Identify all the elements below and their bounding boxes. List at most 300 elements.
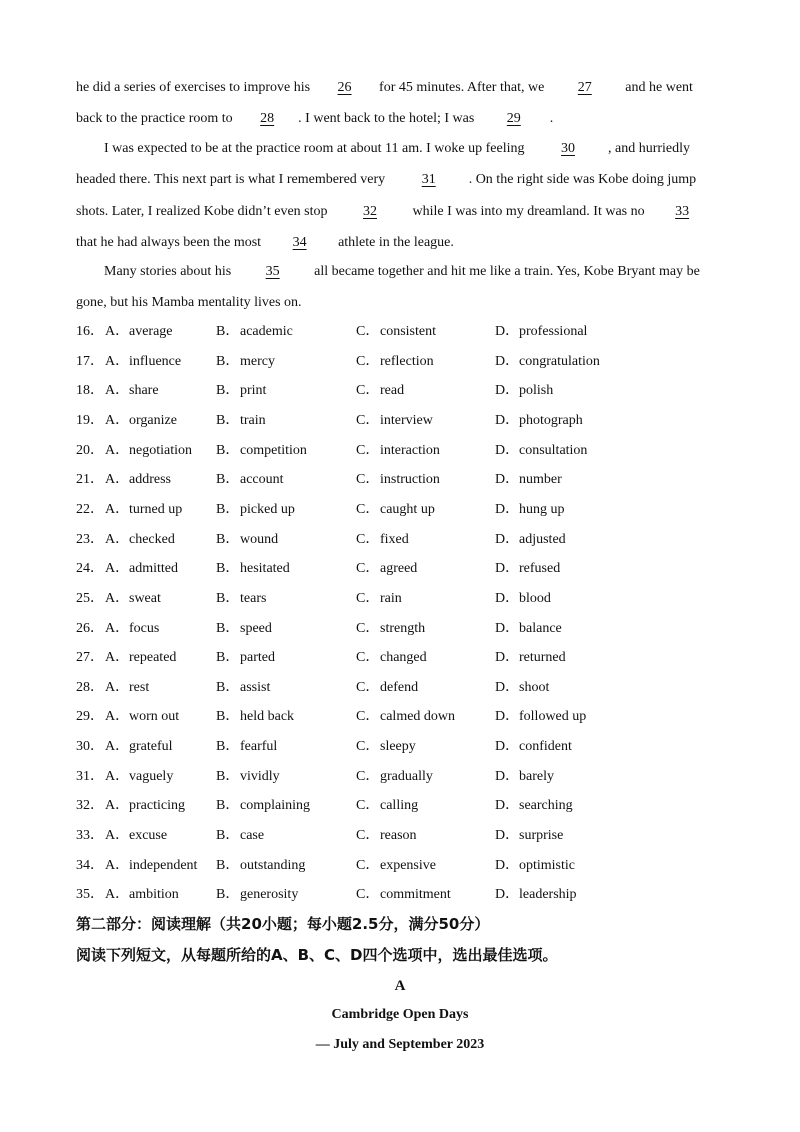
option-text: tears (240, 591, 267, 606)
option-d (495, 707, 586, 727)
option-text: share (129, 383, 159, 398)
question-number: 24． (76, 561, 104, 576)
option-letter: B． (216, 887, 240, 902)
option-letter: B． (216, 532, 240, 547)
option-text: train (240, 413, 266, 428)
option-letter: D． (495, 472, 520, 487)
option-letter: C． (356, 887, 380, 902)
option-text: average (129, 324, 173, 339)
question-row (76, 441, 776, 461)
option-a (105, 441, 192, 461)
option-a (105, 559, 178, 579)
passage-text: while I was into my dreamland. It was no (409, 204, 649, 219)
option-text: negotiation (129, 443, 192, 458)
option-letter: D． (495, 769, 520, 784)
option-d (495, 885, 577, 905)
option-text: held back (240, 709, 295, 724)
question-number: 25． (76, 591, 104, 606)
option-a (105, 619, 159, 639)
section-instruction: 阅读下列短文，从每题所给的A、B、C、D四个选项中，选出最佳选项。 (76, 946, 558, 964)
passage-text: back to the practice room to (76, 111, 237, 126)
option-text: vaguely (129, 769, 174, 784)
question-number: 16． (76, 324, 104, 339)
passage-line (76, 78, 693, 98)
option-letter: C． (356, 413, 380, 428)
passage-line (76, 109, 553, 129)
option-d (495, 411, 583, 431)
question-number: 32． (76, 798, 104, 813)
option-text: sleepy (380, 739, 416, 754)
option-letter: A． (105, 621, 130, 636)
option-text: generosity (240, 887, 299, 902)
option-text: influence (129, 354, 182, 369)
option-letter: B． (216, 739, 240, 754)
option-text: focus (129, 621, 160, 636)
question-number: 18． (76, 383, 104, 398)
option-letter: D． (495, 324, 520, 339)
option-d (495, 767, 554, 787)
option-letter: D． (495, 354, 520, 369)
option-a (105, 411, 177, 431)
question-number: 22． (76, 502, 104, 517)
option-letter: A． (105, 443, 130, 458)
option-d (495, 737, 572, 757)
passage-text: . (549, 111, 554, 126)
option-b (216, 648, 275, 668)
option-letter: C． (356, 650, 380, 665)
option-text: expensive (380, 858, 436, 873)
option-d (495, 648, 566, 668)
passage-part-letter: A (394, 978, 406, 994)
option-text: balance (519, 621, 562, 636)
option-letter: D． (495, 532, 520, 547)
option-letter: D． (495, 858, 520, 873)
question-row (76, 767, 776, 787)
option-b (216, 619, 272, 639)
cloze-blank: 29 (506, 111, 521, 126)
option-d (495, 826, 563, 846)
passage-text: and he went (621, 80, 693, 95)
option-text: case (240, 828, 265, 843)
option-letter: A． (105, 413, 130, 428)
option-c (356, 530, 409, 550)
option-text: outstanding (240, 858, 306, 873)
option-letter: B． (216, 443, 240, 458)
cloze-blank: 35 (265, 264, 280, 279)
option-text: checked (129, 532, 175, 547)
option-a (105, 589, 161, 609)
question-row (76, 678, 776, 698)
question-row (76, 322, 776, 342)
option-b (216, 470, 284, 490)
option-text: admitted (129, 561, 178, 576)
option-letter: C． (356, 472, 380, 487)
question-number: 19． (76, 413, 104, 428)
option-text: fearful (240, 739, 278, 754)
question-row (76, 381, 776, 401)
question-row (76, 411, 776, 431)
option-b (216, 796, 310, 816)
option-letter: D． (495, 413, 520, 428)
option-letter: A． (105, 354, 130, 369)
passage-line (104, 262, 700, 282)
option-d (495, 589, 551, 609)
option-letter: C． (356, 858, 380, 873)
option-a (105, 470, 171, 490)
option-letter: B． (216, 383, 240, 398)
option-text: followed up (519, 709, 587, 724)
option-letter: A． (105, 502, 130, 517)
option-text: caught up (380, 502, 435, 517)
option-c (356, 767, 433, 787)
option-b (216, 885, 298, 905)
option-text: grateful (129, 739, 173, 754)
question-number: 26． (76, 621, 104, 636)
question-number: 35． (76, 887, 104, 902)
passage-line (76, 170, 696, 190)
option-d (495, 856, 575, 876)
option-letter: A． (105, 472, 130, 487)
option-text: worn out (129, 709, 180, 724)
option-letter: A． (105, 769, 130, 784)
option-c (356, 500, 435, 520)
question-row (76, 470, 776, 490)
option-text: searching (519, 798, 573, 813)
option-a (105, 856, 197, 876)
option-a (105, 381, 159, 401)
question-number: 33． (76, 828, 104, 843)
option-b (216, 737, 277, 757)
option-letter: A． (105, 324, 130, 339)
option-b (216, 559, 290, 579)
option-b (216, 589, 266, 609)
option-b (216, 530, 278, 550)
option-letter: B． (216, 798, 240, 813)
option-b (216, 678, 270, 698)
option-letter: D． (495, 650, 520, 665)
option-a (105, 352, 181, 372)
option-b (216, 322, 293, 342)
option-b (216, 856, 305, 876)
option-text: reason (380, 828, 417, 843)
passage-text: he did a series of exercises to improve his (76, 80, 314, 95)
option-text: fixed (380, 532, 409, 547)
option-text: hesitated (240, 561, 290, 576)
option-text: gradually (380, 769, 433, 784)
option-d (495, 322, 587, 342)
passage-text: I was expected to be at the practice room at about 11 am. I woke up feeling (104, 141, 528, 156)
option-a (105, 737, 173, 757)
option-letter: D． (495, 383, 520, 398)
option-letter: D． (495, 621, 520, 636)
option-letter: D． (495, 443, 520, 458)
option-d (495, 500, 565, 520)
option-text: consultation (519, 443, 588, 458)
question-row (76, 352, 776, 372)
option-letter: C． (356, 354, 380, 369)
option-c (356, 619, 425, 639)
option-letter: A． (105, 828, 130, 843)
option-text: account (240, 472, 284, 487)
option-text: organize (129, 413, 177, 428)
option-letter: C． (356, 621, 380, 636)
option-c (356, 411, 433, 431)
option-text: speed (240, 621, 272, 636)
option-c (356, 589, 402, 609)
option-text: instruction (380, 472, 440, 487)
option-text: parted (240, 650, 275, 665)
option-text: blood (519, 591, 551, 606)
option-letter: A． (105, 561, 130, 576)
question-number: 30． (76, 739, 104, 754)
passage-text: . On the right side was Kobe doing jump (468, 172, 697, 187)
question-row (76, 885, 776, 905)
passage-line (76, 233, 454, 253)
option-text: calmed down (380, 709, 456, 724)
option-letter: A． (105, 383, 130, 398)
option-letter: D． (495, 887, 520, 902)
option-text: strength (380, 621, 426, 636)
question-number: 21． (76, 472, 104, 487)
option-c (356, 678, 418, 698)
question-row (76, 737, 776, 757)
option-letter: B． (216, 324, 240, 339)
option-letter: A． (105, 532, 130, 547)
option-letter: A． (105, 739, 130, 754)
option-text: print (240, 383, 267, 398)
cloze-blank: 27 (577, 80, 592, 95)
option-text: vividly (240, 769, 280, 784)
passage-line (76, 202, 716, 222)
option-letter: D． (495, 680, 520, 695)
option-a (105, 707, 179, 727)
option-letter: A． (105, 887, 130, 902)
option-letter: C． (356, 798, 380, 813)
option-letter: C． (356, 828, 380, 843)
question-row (76, 589, 776, 609)
option-c (356, 381, 404, 401)
option-letter: C． (356, 443, 380, 458)
option-letter: C． (356, 561, 380, 576)
option-b (216, 352, 275, 372)
option-text: leadership (519, 887, 577, 902)
option-text: shoot (519, 680, 550, 695)
question-row (76, 559, 776, 579)
option-letter: D． (495, 561, 520, 576)
option-d (495, 559, 560, 579)
question-row (76, 796, 776, 816)
option-c (356, 322, 436, 342)
option-d (495, 470, 562, 490)
option-letter: A． (105, 858, 130, 873)
option-letter: B． (216, 472, 240, 487)
option-d (495, 619, 562, 639)
option-text: mercy (240, 354, 275, 369)
passage-subtitle: — July and September 2023 (315, 1037, 485, 1052)
option-text: calling (380, 798, 419, 813)
option-text: repeated (129, 650, 177, 665)
option-text: changed (380, 650, 427, 665)
option-c (356, 648, 427, 668)
option-letter: C． (356, 383, 380, 398)
passage-text: that he had always been the most (76, 235, 265, 250)
option-text: surprise (519, 828, 564, 843)
option-letter: A． (105, 709, 130, 724)
option-c (356, 885, 451, 905)
passage-text: headed there. This next part is what I remembered very (76, 172, 389, 187)
option-letter: C． (356, 680, 380, 695)
option-text: independent (129, 858, 198, 873)
option-c (356, 737, 416, 757)
option-text: defend (380, 680, 419, 695)
option-text: academic (240, 324, 293, 339)
question-number: 20． (76, 443, 104, 458)
option-letter: D． (495, 828, 520, 843)
option-letter: A． (105, 680, 130, 695)
option-letter: B． (216, 828, 240, 843)
cloze-blank: 28 (260, 111, 275, 126)
option-text: confident (519, 739, 572, 754)
passage-text: . I went back to the hotel; I was (298, 111, 478, 126)
option-c (356, 441, 440, 461)
option-letter: C． (356, 532, 380, 547)
option-text: read (380, 383, 405, 398)
option-text: interview (380, 413, 433, 428)
option-a (105, 648, 176, 668)
option-text: photograph (519, 413, 583, 428)
option-a (105, 767, 173, 787)
cloze-blank: 31 (421, 172, 436, 187)
option-c (356, 352, 434, 372)
option-letter: B． (216, 413, 240, 428)
option-text: number (519, 472, 562, 487)
option-c (356, 856, 436, 876)
option-letter: B． (216, 680, 240, 695)
option-c (356, 796, 418, 816)
cloze-blank: 26 (337, 80, 352, 95)
option-b (216, 441, 307, 461)
section-heading: 第二部分：阅读理解（共20小题；每小题2.5分，满分50分） (76, 915, 490, 933)
option-letter: B． (216, 591, 240, 606)
question-number: 27． (76, 650, 104, 665)
option-letter: B． (216, 709, 240, 724)
option-letter: B． (216, 650, 240, 665)
cloze-blank: 33 (675, 204, 690, 219)
option-a (105, 500, 182, 520)
option-text: competition (240, 443, 307, 458)
option-letter: C． (356, 324, 380, 339)
option-text: address (129, 472, 171, 487)
passage-text: shots. Later, I realized Kobe didn’t even stop (76, 204, 331, 219)
option-letter: B． (216, 502, 240, 517)
question-row (76, 500, 776, 520)
option-letter: B． (216, 354, 240, 369)
option-b (216, 381, 266, 401)
option-letter: D． (495, 709, 520, 724)
passage-text: , and hurriedly (608, 141, 691, 156)
option-a (105, 678, 149, 698)
option-letter: C． (356, 591, 380, 606)
question-number: 28． (76, 680, 104, 695)
option-letter: A． (105, 798, 130, 813)
option-a (105, 826, 167, 846)
cloze-blank: 30 (561, 141, 575, 156)
option-d (495, 678, 549, 698)
cloze-blank: 32 (363, 204, 377, 219)
question-row (76, 826, 776, 846)
question-row (76, 648, 776, 668)
option-c (356, 826, 417, 846)
option-text: congratulation (519, 354, 600, 369)
option-letter: C． (356, 709, 380, 724)
option-c (356, 470, 440, 490)
cloze-blank: 34 (292, 235, 307, 250)
option-text: commitment (380, 887, 451, 902)
question-row (76, 619, 776, 639)
option-b (216, 767, 280, 787)
passage-line (104, 139, 690, 159)
option-letter: D． (495, 739, 520, 754)
option-letter: A． (105, 591, 130, 606)
option-d (495, 796, 573, 816)
option-text: picked up (240, 502, 295, 517)
option-c (356, 559, 417, 579)
question-row (76, 530, 776, 550)
option-letter: C． (356, 769, 380, 784)
option-text: agreed (380, 561, 418, 576)
question-number: 17． (76, 354, 104, 369)
option-letter: C． (356, 739, 380, 754)
option-text: wound (240, 532, 279, 547)
passage-text: all became together and hit me like a train. Yes, Kobe Bryant may be (310, 264, 700, 279)
option-a (105, 322, 173, 342)
option-text: sweat (129, 591, 161, 606)
option-text: practicing (129, 798, 185, 813)
option-d (495, 530, 566, 550)
question-number: 29． (76, 709, 104, 724)
passage-line (76, 293, 302, 313)
option-d (495, 381, 553, 401)
option-text: returned (519, 650, 566, 665)
option-b (216, 411, 266, 431)
option-d (495, 441, 587, 461)
question-number: 34． (76, 858, 104, 873)
option-text: assist (240, 680, 271, 695)
option-c (356, 707, 455, 727)
option-text: professional (519, 324, 588, 339)
option-text: ambition (129, 887, 179, 902)
option-text: optimistic (519, 858, 575, 873)
option-text: complaining (240, 798, 310, 813)
option-letter: D． (495, 798, 520, 813)
option-letter: A． (105, 650, 130, 665)
option-text: reflection (380, 354, 434, 369)
option-letter: B． (216, 621, 240, 636)
option-a (105, 530, 175, 550)
passage-text: Many stories about his (104, 264, 235, 279)
option-text: adjusted (519, 532, 566, 547)
option-text: refused (519, 561, 561, 576)
option-a (105, 796, 185, 816)
option-text: hung up (519, 502, 565, 517)
option-letter: D． (495, 591, 520, 606)
option-d (495, 352, 600, 372)
question-row (76, 856, 776, 876)
option-a (105, 885, 179, 905)
option-b (216, 500, 295, 520)
passage-text: for 45 minutes. After that, we (375, 80, 548, 95)
option-letter: C． (356, 502, 380, 517)
